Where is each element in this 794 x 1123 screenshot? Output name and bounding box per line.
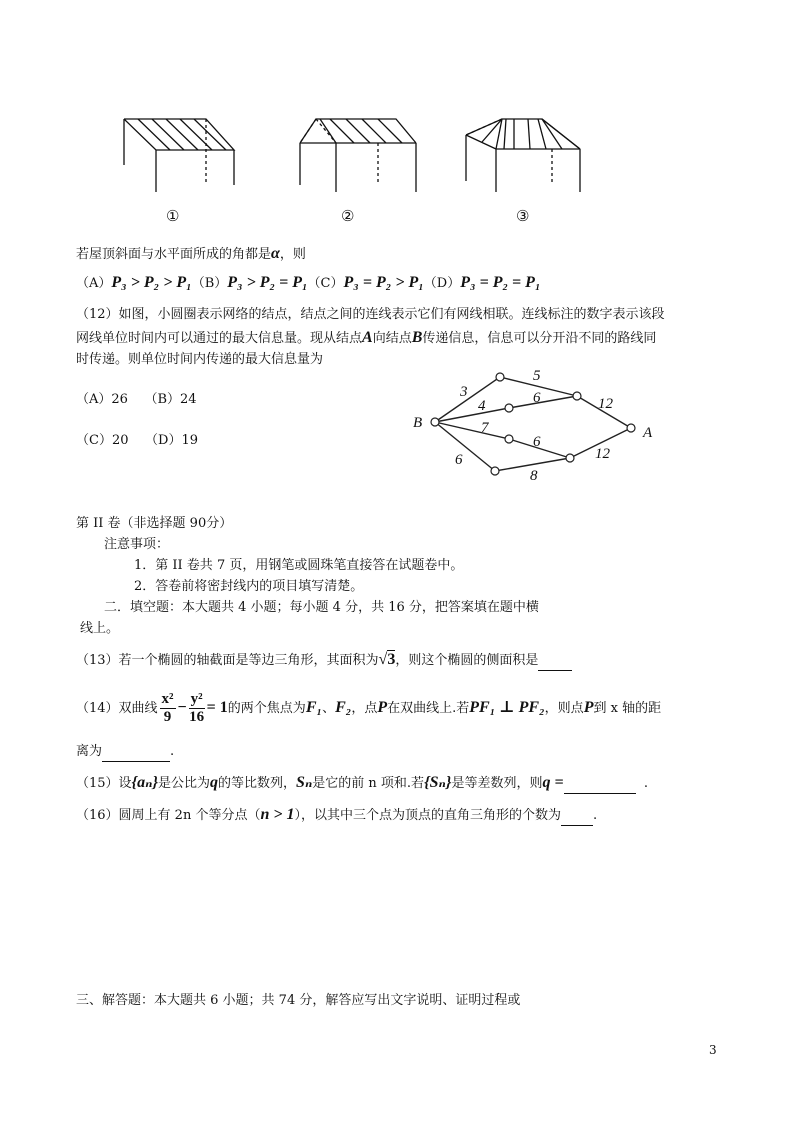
notice-title: 注意事项： (104, 537, 170, 552)
condition-n: n > 1 (260, 806, 295, 823)
page-number: 3 (709, 1043, 717, 1057)
q14-line-1 (76, 688, 661, 728)
q14-mid-1: 的两个焦点为 (227, 701, 306, 716)
node-b-ref: B (411, 329, 423, 346)
q14-sep: 、 (322, 701, 336, 716)
section2-heading-line-2: 线上。 (80, 621, 120, 636)
q13 (76, 650, 572, 671)
node-a-ref: A (362, 329, 373, 346)
fraction-denominator: 9 (163, 709, 172, 725)
graph-node (505, 404, 513, 412)
graph-node (573, 392, 581, 400)
q14-end: . (170, 744, 175, 759)
q15-end: . (643, 776, 648, 791)
q14-mid-2: ，点 (351, 701, 378, 716)
graph-node (566, 454, 574, 462)
q12-option-b: （B）24 (144, 392, 197, 407)
q11-option-d-label: （D） (423, 276, 461, 291)
edge-label: 6 (455, 452, 463, 468)
q11-option-d-expr: P₃ = P₂ = P₁ (460, 274, 541, 291)
q12-option-c: （C）20 (76, 433, 129, 448)
q16 (76, 805, 597, 826)
q16-prefix: （16）圆周上有 2n 个等分点（ (76, 808, 261, 823)
q11-stem (76, 244, 306, 265)
q12-line-2-b: 向结点 (372, 331, 412, 346)
fraction-x (160, 691, 176, 726)
q12-line-3: 时传递。则单位时间内传递的最大信息量为 (76, 352, 324, 367)
q13-prefix: （13）若一个椭圆的轴截面是等边三角形，其面积为 (76, 653, 379, 668)
q14-line-2 (76, 742, 174, 762)
sum-sn: Sₙ (296, 774, 313, 791)
perpendicular-condition: PF₁ ⊥ PF₂ (469, 699, 545, 716)
q11-option-a-expr: P₃ > P₂ > P₁ (111, 274, 192, 291)
section2-heading-line-1: 二．填空题：本大题共 4 小题；每小题 4 分，共 16 分，把答案填在题中横 (104, 600, 539, 615)
q12-line-2-a: 网线单位时间内可以通过的最大信息量。现从结点 (76, 331, 363, 346)
graph-node (505, 435, 513, 443)
focus-f1: F₁ (305, 699, 323, 716)
fraction-numerator: x² (161, 691, 174, 707)
edge-label: 12 (595, 446, 610, 462)
graph-label-b: B (413, 415, 423, 431)
graph-node-a (627, 424, 635, 432)
q11-option-c-label: （C） (307, 276, 344, 291)
graph-node (496, 373, 504, 381)
answer-blank[interactable] (538, 656, 572, 671)
edge-label: 6 (533, 434, 541, 450)
equals-one: = 1 (206, 699, 228, 716)
edge-label: 6 (533, 390, 541, 406)
edge-label: 4 (478, 398, 486, 414)
section3-heading: 三、解答题：本大题共 6 小题；共 74 分，解答应写出文字说明、证明过程或 (76, 993, 521, 1008)
sequence-an: {aₙ} (131, 774, 159, 791)
q14-prefix: （14）双曲线 (76, 701, 158, 716)
network-graph (405, 362, 670, 487)
q11-option-b-expr: P₃ > P₂ = P₁ (227, 274, 308, 291)
q15-mid-2: 的等比数列， (218, 776, 297, 791)
q15-mid-1: 是公比为 (158, 776, 211, 791)
q11-options (76, 273, 541, 294)
sequence-sn: {Sₙ} (424, 774, 452, 791)
roof-figure-2 (300, 119, 416, 192)
q14-line-2-text: 离为 (76, 744, 103, 759)
q15-prefix: （15）设 (76, 776, 132, 791)
q11-option-b-label: （B） (191, 276, 228, 291)
focus-f2: F₂ (335, 699, 352, 716)
fraction-y (189, 691, 205, 726)
q12-options-row-1 (76, 390, 197, 410)
q12-options-row-2 (76, 431, 198, 451)
edge-label: 5 (533, 368, 541, 384)
q-equals: q = (542, 774, 564, 791)
edge-label: 7 (481, 420, 489, 436)
answer-blank[interactable] (564, 779, 636, 794)
alpha-symbol: α (271, 245, 280, 262)
point-p: P (377, 699, 388, 716)
q14-mid-3: 在双曲线上.若 (387, 701, 470, 716)
fraction-numerator: y² (190, 691, 203, 707)
graph-node (491, 467, 499, 475)
q15-mid-3: 是它的前 n 项和.若 (312, 776, 425, 791)
edge-label: 8 (530, 468, 538, 484)
minus-sign: − (177, 699, 187, 716)
notice-2: 2．答卷前将密封线内的项目填写清楚。 (134, 579, 364, 594)
q16-suffix: ），以其中三个点为顶点的直角三角形的个数为 (294, 808, 561, 823)
sqrt-sign: √ (378, 651, 388, 668)
q12-option-a: （A）26 (76, 392, 128, 407)
sqrt-value: 3 (387, 651, 396, 668)
q16-end: . (592, 808, 598, 823)
q13-suffix: ，则这个椭圆的侧面积是 (395, 653, 539, 668)
graph-label-a: A (643, 425, 653, 441)
part2-title: 第 II 卷（非选择题 90分） (76, 516, 233, 531)
q11-suffix: ，则 (279, 247, 306, 262)
q12-line-1: （12）如图，小圆圈表示网络的结点，结点之间的连线表示它们有网线相联。连线标注的数字表示该段 (76, 307, 665, 322)
q15 (76, 773, 648, 794)
edge-label: 3 (460, 384, 468, 400)
q14-mid-4: ，则点 (544, 701, 584, 716)
figure-label-3: ③ (516, 207, 530, 225)
q12-option-d: （D）19 (145, 433, 198, 448)
roof-figure-1 (124, 119, 234, 192)
fraction-denominator: 16 (189, 709, 205, 725)
figure-label-1: ① (166, 207, 180, 225)
q11-prefix: 若屋顶斜面与水平面所成的角都是 (76, 247, 272, 262)
q12-line-2-c: 传递信息，信息可以分开沿不同的路线同 (422, 331, 657, 346)
q14-mid-5: 到 x 轴的距 (593, 701, 662, 716)
q15-mid-4: 是等差数列，则 (451, 776, 543, 791)
answer-blank[interactable] (561, 811, 593, 826)
notice-1: 1．第 II 卷共 7 页，用钢笔或圆珠笔直接答在试题卷中。 (134, 558, 464, 573)
ratio-q: q (210, 774, 219, 791)
q12-line-2 (76, 328, 656, 349)
point-p: P (583, 699, 594, 716)
figure-label-2: ② (341, 207, 355, 225)
roof-figure-3 (466, 119, 580, 192)
graph-node-b (431, 418, 439, 426)
q11-option-c-expr: P₃ = P₂ > P₁ (343, 274, 424, 291)
roof-figures (110, 105, 610, 200)
answer-blank[interactable] (102, 747, 170, 762)
q11-option-a-label: （A） (76, 276, 112, 291)
edge-label: 12 (598, 396, 613, 412)
